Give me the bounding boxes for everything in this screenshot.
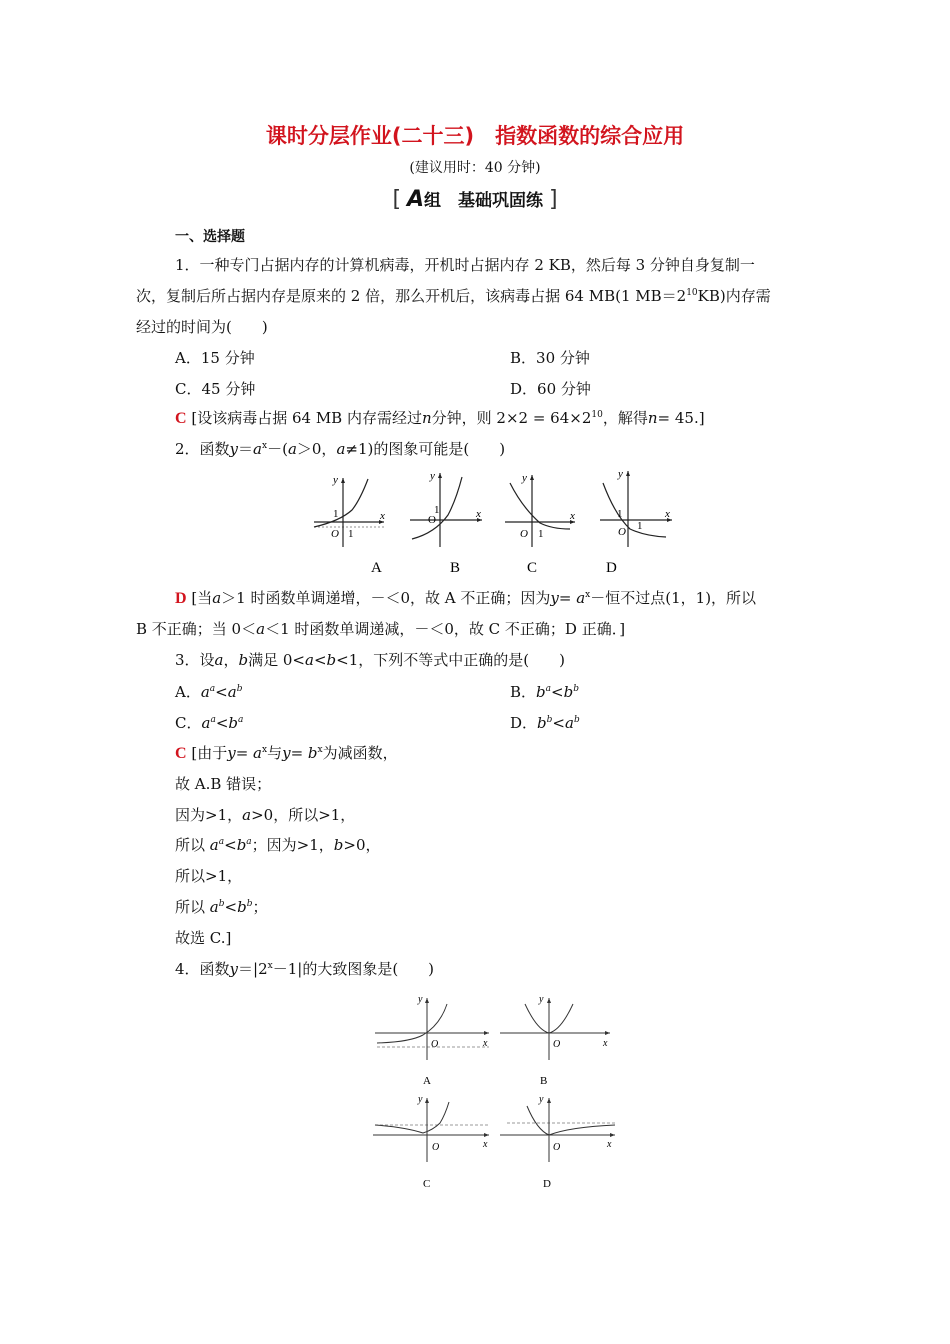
y-label: y xyxy=(333,474,338,486)
q2-stem: 2．函数$y=a^x-(a>0$，a≠1)的图象可能是( ) xyxy=(175,440,506,458)
q3-solution-line-6: 所以 $a^b<b^b$； xyxy=(175,898,268,916)
q2-answer-line-1: D [当a＞1 时函数单调递增，－＜0，故 A 不正确；因为$y= a^x-$恒不过点(1，1)，所以 xyxy=(175,589,757,607)
q1-answer: C [设该病毒占据 64 MB 内存需经过n分钟，则 $2\times 2 = 64\times 2^{10}$，解得n= 45.] xyxy=(175,409,705,427)
x-label: x xyxy=(483,1038,488,1049)
y-arrow xyxy=(425,1098,429,1103)
x-label: x xyxy=(607,1139,612,1150)
one-label-x: 1 xyxy=(348,528,354,540)
curve xyxy=(603,483,666,537)
q2-graph-c xyxy=(505,472,575,576)
origin-label: O xyxy=(431,1039,439,1050)
origin-label: O xyxy=(618,526,626,538)
q2-graph-b xyxy=(410,470,482,576)
curve xyxy=(527,1106,615,1135)
y-arrow xyxy=(547,998,551,1003)
x-label: x xyxy=(665,508,670,520)
q3-option-d: D．$b^b<a^b$ xyxy=(510,714,580,732)
q4-graphs xyxy=(365,990,625,1195)
y-arrow xyxy=(341,478,345,483)
curve xyxy=(314,479,368,527)
group-letter: A xyxy=(406,187,425,212)
q4-graph-label-c: C xyxy=(423,1178,431,1190)
q3-solution-line-2: 故 A.B 错误； xyxy=(175,775,272,793)
q3-option-c: C．$a^a<b^a$ xyxy=(175,714,244,732)
origin-label: O xyxy=(432,1142,440,1153)
q4-graph-b xyxy=(500,994,610,1087)
q1-line-1: 1．一种专门占据内存的计算机病毒，开机时占据内存 2 KB，然后每 3 分钟自身复制一 xyxy=(175,256,755,274)
q2-graph-label-b: B xyxy=(450,560,461,576)
origin-label: O xyxy=(553,1142,561,1153)
q3-solution-line-7: 故选 C.] xyxy=(175,929,232,947)
y-arrow xyxy=(626,471,630,476)
q2-graphs xyxy=(300,465,690,585)
y-label: y xyxy=(418,1094,423,1105)
y-arrow xyxy=(425,998,429,1003)
q4-graph-d xyxy=(500,1094,615,1190)
y-arrow xyxy=(547,1098,551,1103)
q3-solution-line-4: 所以 $a^a<b^a$；因为>1，b>0， xyxy=(175,836,381,854)
q4-graph-label-a: A xyxy=(423,1075,431,1087)
q3-solution-line-3: 因为>1，a>0，所以>1， xyxy=(175,806,356,824)
x-label: x xyxy=(603,1038,608,1049)
curve xyxy=(375,1102,449,1133)
one-label: 1 xyxy=(434,504,440,516)
y-label: y xyxy=(522,472,527,484)
q3-option-b: B．$b^a<b^b$ xyxy=(510,683,579,701)
y-label: y xyxy=(618,468,623,480)
q3-solution-line-1: C [由于$y= a^x$与$y= b^x$为减函数， xyxy=(175,744,398,762)
x-label: x xyxy=(483,1139,488,1150)
q2-answer-line-2: B 不正确；当 0＜a＜1 时函数单调递减，－＜0，故 C 不正确；D 正确．] xyxy=(136,620,626,638)
q2-graph-label-a: A xyxy=(371,560,382,576)
q2-graph-label-d: D xyxy=(606,560,617,576)
q1-option-b: B．30 分钟 xyxy=(510,349,590,367)
q2-graph-d xyxy=(600,468,672,576)
q3-solution-line-5: 所以>1， xyxy=(175,867,243,885)
suggested-time: (建议用时：40 分钟) xyxy=(409,160,541,176)
q1-option-a: A．15 分钟 xyxy=(175,349,255,367)
q4-graph-c xyxy=(373,1094,489,1190)
y-label: y xyxy=(539,994,544,1005)
q1-line-2: 次，复制后所占据内存是原来的 2 倍，那么开机后，该病毒占据 64 MB(1 $MB=2^{10}KB$)内存需 xyxy=(136,287,771,305)
y-arrow xyxy=(438,473,442,478)
origin-label: O xyxy=(553,1039,561,1050)
q4-graph-label-d: D xyxy=(543,1178,551,1190)
y-label: y xyxy=(430,470,435,482)
q2-graph-a xyxy=(314,474,385,576)
q3-answer-letter: C xyxy=(175,745,187,762)
y-arrow xyxy=(530,475,534,480)
x-label: x xyxy=(476,508,481,520)
x-arrow xyxy=(610,1133,615,1137)
y-label: y xyxy=(418,994,423,1005)
one-label: 1 xyxy=(538,528,544,540)
y-label: y xyxy=(539,1094,544,1105)
origin-label: O xyxy=(520,528,528,540)
group-bracket-left: [ xyxy=(392,187,402,212)
x-label: x xyxy=(570,510,575,522)
origin-label: O xyxy=(331,528,339,540)
q1-option-d: D．60 分钟 xyxy=(510,380,591,398)
one-label-y: 1 xyxy=(333,508,339,520)
page-title: 课时分层作业(二十三) 指数函数的综合应用 xyxy=(265,124,685,148)
group-bracket-right: ] xyxy=(548,187,558,212)
section-heading: 一、选择题 xyxy=(175,229,245,245)
x-arrow xyxy=(484,1133,489,1137)
one-label-y: 1 xyxy=(617,508,623,520)
q3-option-a: A．$a^a<a^b$ xyxy=(175,683,243,701)
group-label: 组 基础巩固练 xyxy=(424,191,544,211)
origin-label: O xyxy=(428,514,436,526)
group-heading xyxy=(0,186,950,212)
x-label: x xyxy=(380,510,385,522)
q2-answer-letter: D xyxy=(175,590,187,607)
x-arrow xyxy=(605,1031,610,1035)
q4-stem: 4．函数$y=|2^x-1|$的大致图象是( ) xyxy=(175,960,435,978)
q2-graph-group xyxy=(314,468,672,576)
q3-stem: 3．设a，b满足 0<a<b<1，下列不等式中正确的是( ) xyxy=(175,651,565,669)
q1-option-c: C．45 分钟 xyxy=(175,380,256,398)
x-arrow xyxy=(484,1031,489,1035)
curve xyxy=(377,1004,447,1043)
one-label-x: 1 xyxy=(637,520,643,532)
q1-line-3: 经过的时间为( ) xyxy=(136,318,268,336)
q1-answer-letter: C xyxy=(175,410,187,427)
q4-graph-label-b: B xyxy=(540,1075,548,1087)
q2-graph-label-c: C xyxy=(527,560,538,576)
q4-graph-a xyxy=(375,994,489,1087)
